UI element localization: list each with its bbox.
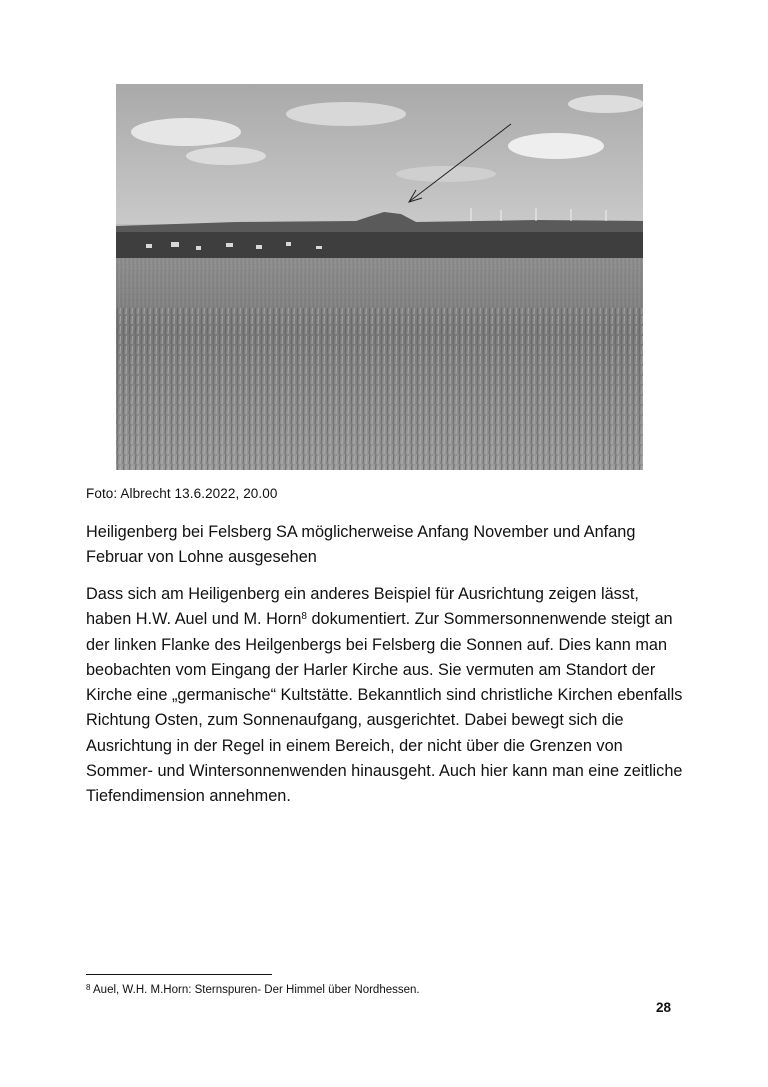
footnote-divider (86, 974, 272, 975)
footnote-text: Auel, W.H. M.Horn: Sternspuren- Der Himmel über Nordhessen. (93, 984, 420, 996)
footnote (86, 984, 420, 996)
section-title: Heiligenberg bei Felsberg SA möglicherweise Anfang November und Anfang Februar von Lohne ausgesehen (86, 523, 636, 566)
landscape-photo (116, 84, 643, 470)
body-paragraph (86, 582, 686, 810)
page-number: 28 (656, 1000, 672, 1015)
body-text-part1: Dass sich am Heiligenberg ein anderes Beispiel für Ausrichtung zeigen lässt, haben H.W. Auel und M. Horn (86, 585, 639, 629)
photo-caption: Foto: Albrecht 13.6.2022, 20.00 (86, 486, 278, 501)
body-text-part2: dokumentiert. Zur Sommersonnenwende steigt an der linken Flanke des Heilgenbergs bei Felsberg die Sonnen auf. Dies kann man beobachten vom Eingang der Harler Kirche aus. Sie vermuten am Standort der Kirche eine „germanische“ Kultstätte. Bekanntlich sind christliche Kirchen ebenfalls Richtung Osten, zum Sonnenaufgang, ausgerichtet. Dabei bewegt sich die Ausrichtung in der Regel in einem Bereich, der nicht über die Grenzen von Sommer- und Wintersonnenwenden hinausgeht. Auch hier kann man eine zeitliche Tiefendimension annehmen. (86, 610, 683, 806)
footnote-number: 8 (86, 983, 91, 992)
footnote-reference[interactable]: 8 (301, 611, 307, 623)
landscape-photo-with-arrow-icon (116, 84, 643, 470)
